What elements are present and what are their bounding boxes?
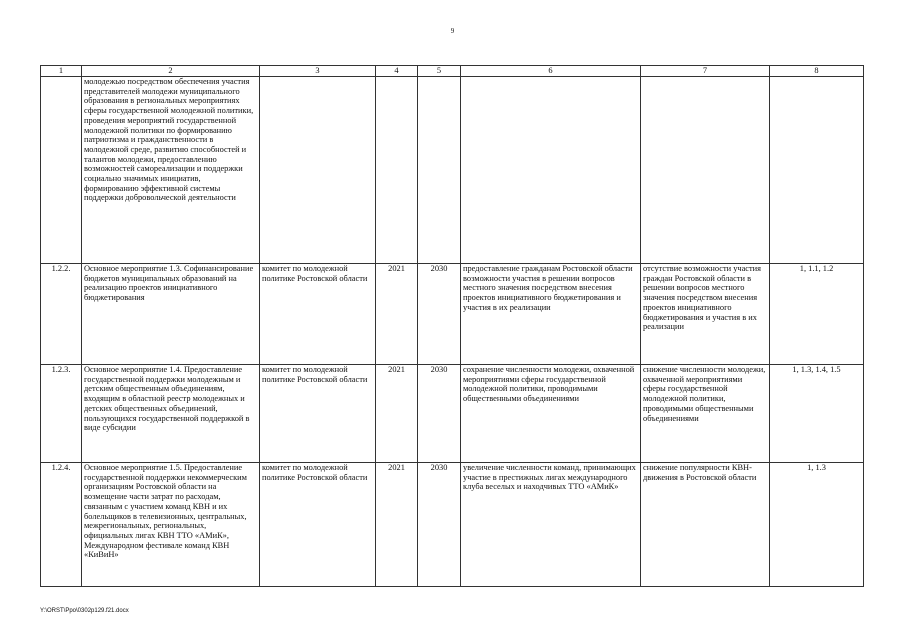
- row-number-cell: 1.2.2.: [41, 264, 82, 365]
- header-col-7: 7: [641, 66, 770, 77]
- table-row: [41, 463, 864, 587]
- end-year-cell: 2030: [418, 463, 461, 587]
- header-col-4: 4: [376, 66, 418, 77]
- file-path-footer: Y:\ORST\Ppo\0302p129.f21.docx: [40, 608, 129, 614]
- executor-cell: комитет по молодежной политике Ростовской области: [260, 463, 376, 587]
- expected-result-cell: сохранение численности молодежи, охваченной мероприятиями сферы государственной молодежной политики, проводимыми общественными объединениями: [461, 365, 641, 463]
- header-col-6: 6: [461, 66, 641, 77]
- start-year-cell: 2021: [376, 264, 418, 365]
- table-row: [41, 264, 864, 365]
- end-year-cell: 2030: [418, 365, 461, 463]
- row-number-cell: 1.2.4.: [41, 463, 82, 587]
- expected-result-cell: увеличение численности команд, принимающих участие в престижных лигах международного клуба веселых и находчивых ТТО «АМиК»: [461, 463, 641, 587]
- measure-name-cell: Основное мероприятие 1.3. Софинансирование бюджетов муниципальных образований на реализацию проектов инициативного бюджетирования: [82, 264, 260, 365]
- header-col-8: 8: [770, 66, 864, 77]
- end-year-cell: 2030: [418, 264, 461, 365]
- table-row: [41, 365, 864, 463]
- expected-result-cell: [461, 77, 641, 264]
- end-year-cell: [418, 77, 461, 264]
- executor-cell: комитет по молодежной политике Ростовской области: [260, 264, 376, 365]
- measure-name-cell: молодежью посредством обеспечения участия представителей молодежи муниципального образования в региональных мероприятиях сферы государственной молодежной политики, проведения мероприятий государственной молодежной политики по формированию патриотизма и гражданственности в молодежной среде, развитию способностей и талантов молодежи, предоставлению возможностей самореализации и поддержки социально значимых инициатив, формированию эффективной системы поддержки добровольческой деятельности: [82, 77, 260, 264]
- consequences-cell: снижение популярности КВН-движения в Ростовской области: [641, 463, 770, 587]
- indicator-link-cell: 1, 1.1, 1.2: [770, 264, 864, 365]
- start-year-cell: [376, 77, 418, 264]
- consequences-cell: снижение численности молодежи, охваченной мероприятиями сферы государственной молодежной политики, проводимыми общественными объединениями: [641, 365, 770, 463]
- program-measures-table: [40, 65, 864, 587]
- header-col-2: 2: [82, 66, 260, 77]
- header-col-1: 1: [41, 66, 82, 77]
- executor-cell: [260, 77, 376, 264]
- header-col-3: 3: [260, 66, 376, 77]
- measure-name-cell: Основное мероприятие 1.4. Предоставление государственной поддержки молодежным и детским общественным объединениям, входящим в областной реестр молодежных и детских общественных объединений, пользующихся государственной поддержкой в виде субсидии: [82, 365, 260, 463]
- table-row: [41, 77, 864, 264]
- consequences-cell: [641, 77, 770, 264]
- indicator-link-cell: 1, 1.3: [770, 463, 864, 587]
- indicator-link-cell: [770, 77, 864, 264]
- row-number-cell: [41, 77, 82, 264]
- header-col-5: 5: [418, 66, 461, 77]
- start-year-cell: 2021: [376, 463, 418, 587]
- start-year-cell: 2021: [376, 365, 418, 463]
- indicator-link-cell: 1, 1.3, 1.4, 1.5: [770, 365, 864, 463]
- expected-result-cell: предоставление гражданам Ростовской области возможности участия в решении вопросов местного значения посредством внесения проектов инициативного бюджетирования и участия в их реализации: [461, 264, 641, 365]
- measure-name-cell: Основное мероприятие 1.5. Предоставление государственной поддержки некоммерческим организациям Ростовской области на возмещение части затрат по расходам, связанным с участием команд КВН и их болельщиков в телевизионных, центральных, межрегиональных, региональных, официальных лигах КВН ТТО «АМиК», Международном фестивале команд КВН «КиВиН»: [82, 463, 260, 587]
- consequences-cell: отсутствие возможности участия граждан Ростовской области в решении вопросов местного значения посредством внесения проектов инициативного бюджетирования и участия в их реализации: [641, 264, 770, 365]
- table-header-row: [41, 66, 864, 77]
- row-number-cell: 1.2.3.: [41, 365, 82, 463]
- page-number: 9: [450, 27, 455, 35]
- executor-cell: комитет по молодежной политике Ростовской области: [260, 365, 376, 463]
